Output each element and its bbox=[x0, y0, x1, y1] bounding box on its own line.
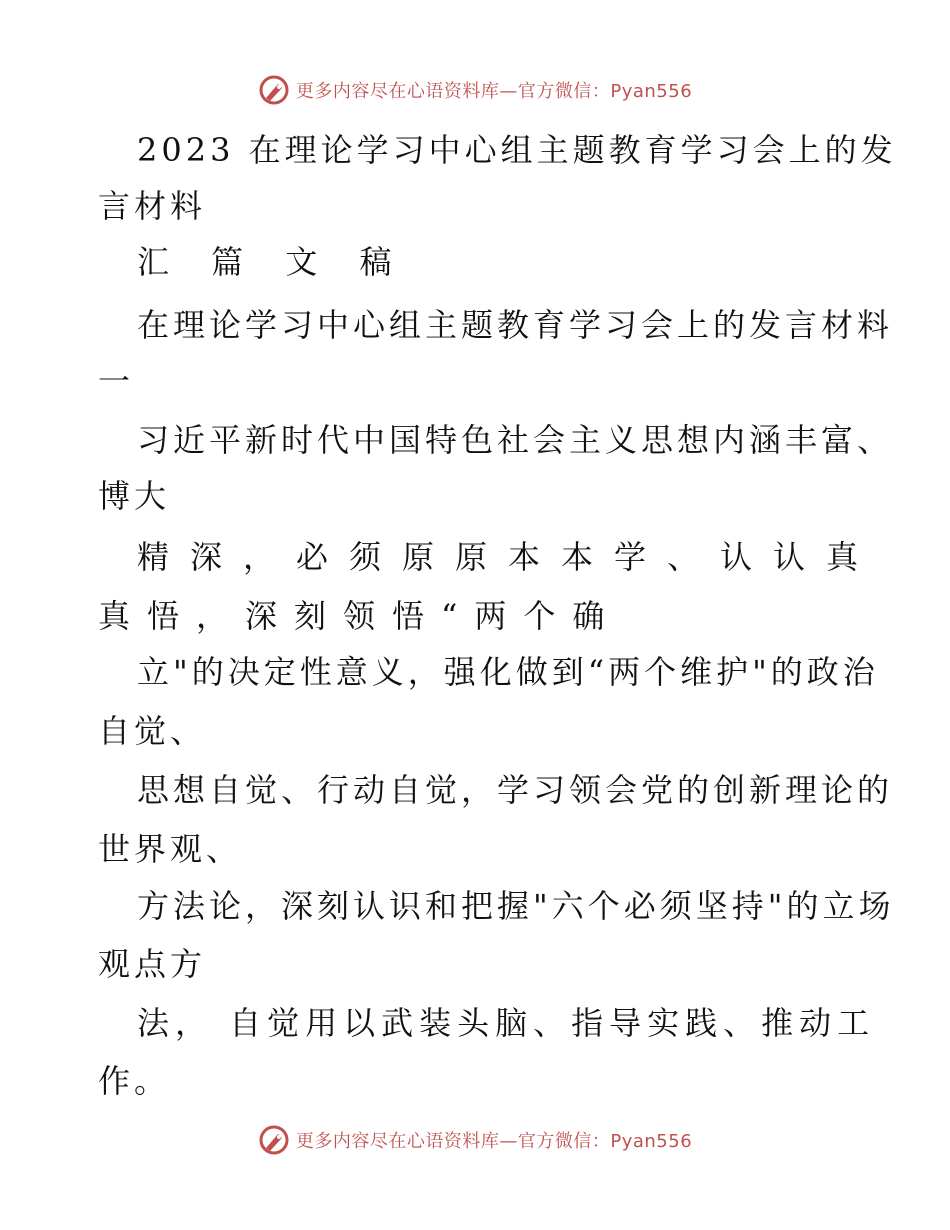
heading-line-1: 在理论学习中心组主题教育学习会上的发言材料 bbox=[137, 306, 894, 344]
pen-nib-circle-icon bbox=[258, 74, 290, 106]
paragraph-line-4: 真悟，深刻领悟“两个确 bbox=[98, 597, 622, 635]
paragraph-line-2: 博大 bbox=[98, 477, 171, 515]
paragraph-line-1: 习近平新时代中国特色社会主义思想内涵丰富、 bbox=[137, 421, 894, 459]
heading-line-2: 一 bbox=[98, 362, 135, 400]
paragraph-line-7: 思想自觉、行动自觉，学习领会党的创新理论的 bbox=[137, 771, 894, 809]
paragraph-line-8: 世界观、 bbox=[98, 830, 243, 868]
title-line-2: 言材料 bbox=[98, 187, 207, 225]
paragraph-line-3: 精深，必须原原本本学、认认真 bbox=[137, 538, 880, 576]
paragraph-line-12: 作。 bbox=[98, 1062, 171, 1100]
paragraph-line-5: 立"的决定性意义，强化做到“两个维护"的政治 bbox=[137, 653, 879, 691]
watermark-banner-top bbox=[0, 70, 950, 110]
paragraph-line-6: 自觉、 bbox=[98, 712, 207, 750]
paragraph-line-10: 观点方 bbox=[98, 945, 207, 983]
watermark-text: 更多内容尽在心语资料库—官方微信：Pyan556 bbox=[295, 81, 693, 102]
paragraph-line-9: 方法论，深刻认识和把握"六个必须坚持"的立场 bbox=[137, 887, 895, 925]
title-line-1: 2023 在理论学习中心组主题教育学习会上的发 bbox=[137, 131, 897, 169]
pen-nib-circle-icon bbox=[258, 1124, 290, 1156]
watermark-banner-bottom bbox=[0, 1120, 950, 1160]
subtitle-line: 汇 篇 文 稿 bbox=[137, 243, 408, 281]
watermark-text: 更多内容尽在心语资料库—官方微信：Pyan556 bbox=[295, 1131, 693, 1152]
paragraph-line-11: 法， 自觉用以武装头脑、指导实践、推动工 bbox=[137, 1004, 876, 1042]
